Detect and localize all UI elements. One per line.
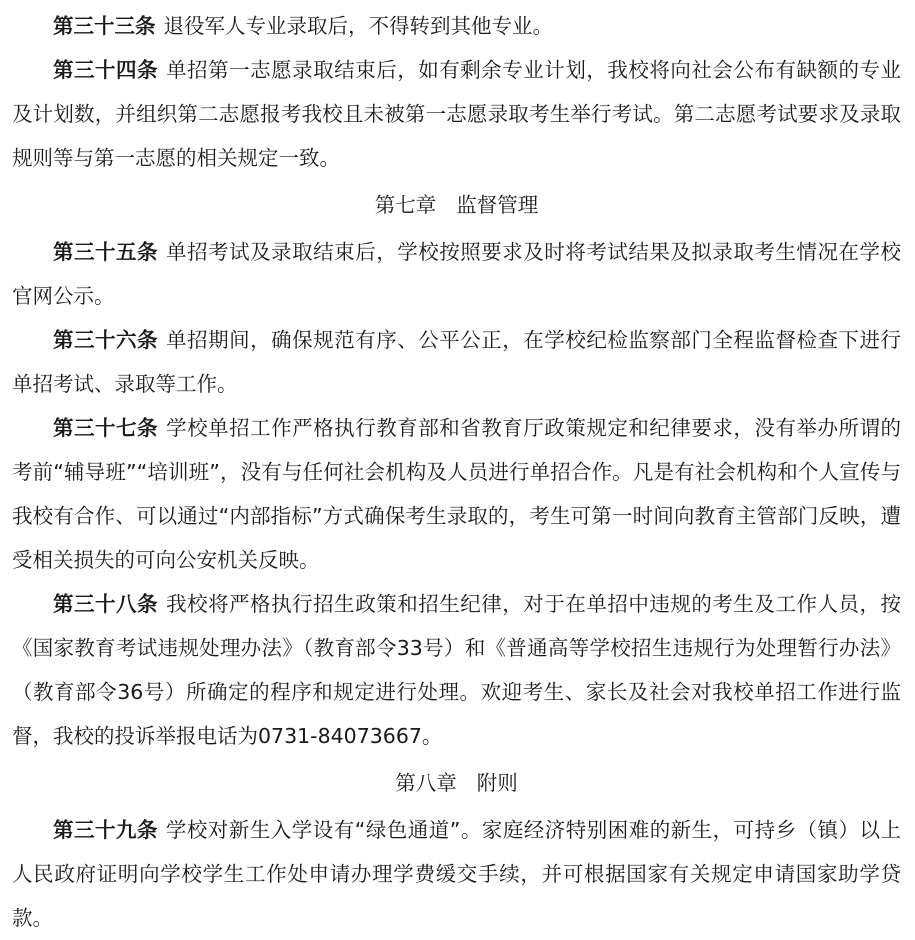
article-text: 学校单招工作严格执行教育部和省教育厅政策规定和纪律要求，没有举办所谓的考前“辅导班”“培训班”，没有与任何社会机构及人员进行单招合作。凡是有社会机构和个人宣传与我校有合作、可以通过“内部指标”方式确保考生录取的，考生可第一时间向教育主管部门反映，遭受相关损失的可向公安机关反映。	[12, 416, 902, 572]
chapter-7-heading	[12, 183, 901, 227]
article-38	[12, 582, 901, 758]
article-number: 第三十九条	[53, 818, 158, 842]
article-text: 我校将严格执行招生政策和招生纪律，对于在单招中违规的考生及工作人员，按《国家教育考试违规处理办法》（教育部令33号）和《普通高等学校招生违规行为处理暂行办法》（教育部令36号）所确定的程序和规定进行处理。欢迎考生、家长及社会对我校单招工作进行监督，我校的投诉举报电话为0731-84073667。	[12, 592, 902, 748]
article-33	[12, 4, 901, 48]
article-35	[12, 230, 901, 318]
article-text: 退役军人专业录取后，不得转到其他专业。	[163, 14, 553, 38]
article-text: 单招考试及录取结束后，学校按照要求及时将考试结果及拟录取考生情况在学校官网公示。	[12, 240, 902, 308]
article-37	[12, 406, 901, 582]
article-number: 第三十八条	[53, 592, 159, 616]
chapter-title: 附则	[476, 771, 518, 795]
article-text: 学校对新生入学设有“绿色通道”。家庭经济特别困难的新生，可持乡（镇）以上人民政府证明向学校学生工作处申请办理学费缓交手续，并可根据国家有关规定申请国家助学贷款。	[12, 818, 901, 930]
chapter-8-heading	[12, 761, 901, 805]
article-number: 第三十五条	[53, 240, 159, 264]
article-34	[12, 48, 901, 180]
article-text: 单招期间，确保规范有序、公平公正，在学校纪检监察部门全程监督检查下进行单招考试、录取等工作。	[12, 328, 902, 396]
article-number: 第三十三条	[53, 14, 156, 38]
chapter-number: 第八章	[395, 771, 457, 795]
chapter-number: 第七章	[374, 193, 437, 217]
article-36	[12, 318, 901, 406]
article-number: 第三十六条	[53, 328, 159, 352]
article-39	[12, 808, 901, 940]
chapter-title: 监督管理	[456, 193, 539, 217]
article-text: 单招第一志愿录取结束后，如有剩余专业计划，我校将向社会公布有缺额的专业及计划数，并组织第二志愿报考我校且未被第一志愿录取考生举行考试。第二志愿考试要求及录取规则等与第一志愿的相关规定一致。	[12, 58, 902, 170]
article-number: 第三十七条	[53, 416, 159, 440]
article-number: 第三十四条	[53, 58, 159, 82]
